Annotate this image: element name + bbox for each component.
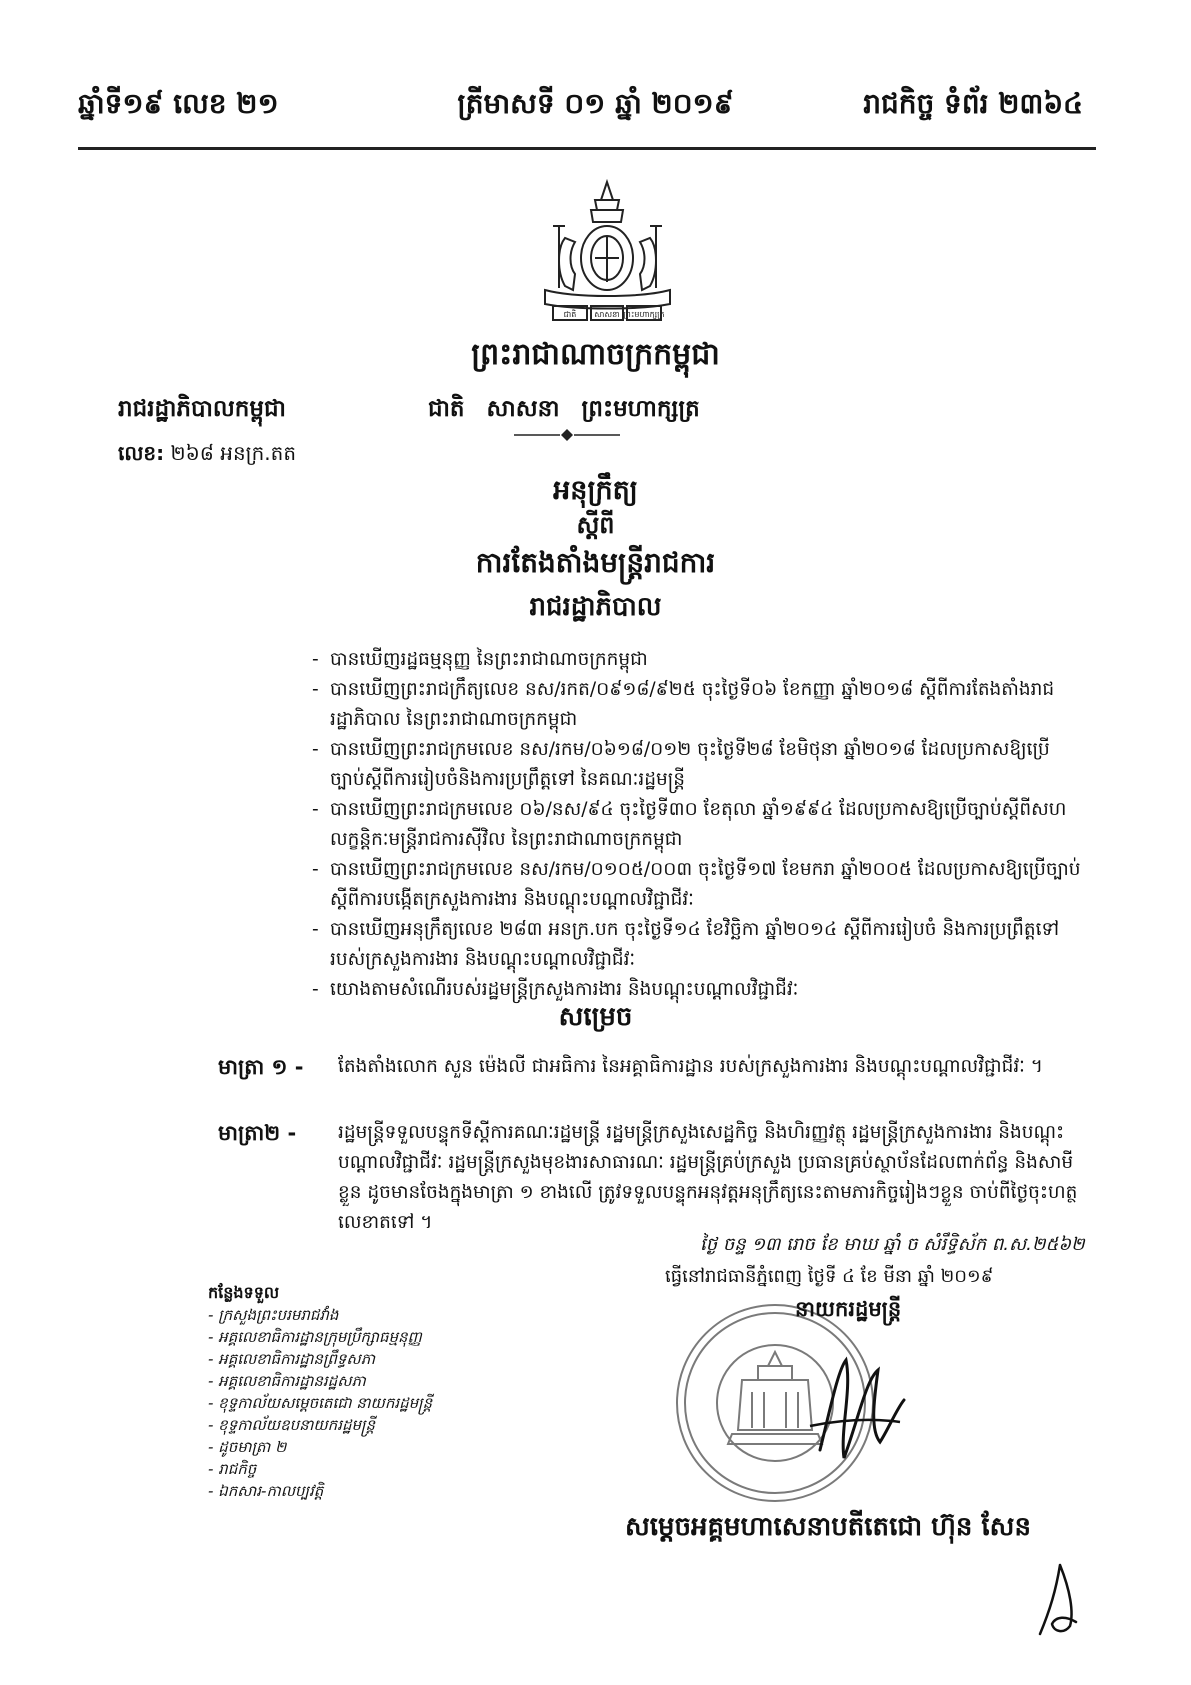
- recipient-item: - អគ្គលេខាធិការដ្ឋានព្រឹទ្ធសភា: [208, 1350, 375, 1368]
- national-motto: ជាតិ សាសនា ព្រះមហាក្សត្រ: [428, 396, 700, 422]
- recipient-item: - ក្រសួងព្រះបរមរាជវាំង: [208, 1306, 339, 1324]
- reference-number: [118, 440, 296, 470]
- prime-minister-name: សម្តេចអគ្គមហាសេនាបតីតេជោ ហ៊ុន សែន: [625, 1512, 1031, 1542]
- emblem-label-nation: ជាតិ: [563, 310, 577, 319]
- decision-heading: សម្រេច: [558, 1002, 633, 1032]
- visa-item: - បានឃើញព្រះរាជក្រមលេខ នស/រកម/០១០៥/០០៣ ចុះថ្ងៃទី១៧ ខែមករា ឆ្នាំ២០០៥ ដែលប្រកាសឱ្យប្រើច្បាប់ ស្តីពីការបង្កើតក្រសួងការងារ និងបណ្តុះបណ្តាលវិជ្ជាជីវៈ: [312, 855, 1084, 915]
- visa-item: - បានឃើញព្រះរាជក្រមលេខ ០៦/នស/៩៤ ចុះថ្ងៃទី៣០ ខែតុលា ឆ្នាំ១៩៩៤ ដែលប្រកាសឱ្យប្រើច្បាប់ស្តីពីសហលក្ខន្តិកៈមន្ត្រីរាជការស៊ីវិល នៃព្រះរាជាណាចក្រកម្ពុជា: [312, 795, 1084, 855]
- recipients-heading: កន្លែងទទួល: [208, 1283, 280, 1302]
- gazette-year-issue: ឆ្នាំទី១៩ លេខ ២១: [78, 87, 279, 120]
- initial-signature: [1030, 1560, 1090, 1640]
- visa-item: - យោងតាមសំណើរបស់រដ្ឋមន្ត្រីក្រសួងការងារ និងបណ្តុះបណ្តាលវិជ្ជាជីវៈ: [312, 975, 1084, 1005]
- ornament-divider-icon: [512, 428, 622, 442]
- article-label: មាត្រា២ -: [218, 1121, 297, 1145]
- emblem-label-religion: សាសនា: [594, 310, 620, 319]
- visa-item: - បានឃើញព្រះរាជក្រមលេខ នស/រកម/០៦១៨/០១២ ចុះថ្ងៃទី២៨ ខែមិថុនា ឆ្នាំ២០១៨ ដែលប្រកាសឱ្យប្រើច្បាប់ស្តីពីការរៀបចំនិងការប្រព្រឹត្តទៅ នៃគណៈរដ្ឋមន្ត្រី: [312, 735, 1084, 795]
- document-about: ស្តីពី: [576, 511, 615, 539]
- royal-coat-of-arms-emblem: [535, 178, 680, 328]
- document-subject: ការតែងតាំងមន្ត្រីរាជការ: [475, 546, 716, 579]
- lunar-date: ថ្ងៃ ចន្ទ ១៣ រោច ខែ មាឃ ឆ្នាំ ច សំរឹទ្ធិស័ក ព.ស.២៥៦២: [700, 1234, 1085, 1255]
- recipient-item: - រាជកិច្ច: [208, 1460, 257, 1478]
- emblem-label-king: ព្រះមហាក្សត្រ: [623, 310, 665, 319]
- document-type: អនុក្រឹត្យ: [553, 475, 638, 506]
- government-name: រាជរដ្ឋាភិបាលកម្ពុជា: [118, 396, 286, 422]
- visa-item: - បានឃើញព្រះរាជក្រឹត្យលេខ នស/រកត/០៩១៨/៩២៥ ចុះថ្ងៃទី០៦ ខែកញ្ញា ឆ្នាំ២០១៨ ស្តីពីការតែងតាំងរាជរដ្ឋាភិបាល នៃព្រះរាជាណាចក្រកម្ពុជា: [312, 675, 1084, 735]
- recipient-item: - ខុទ្ទកាល័យសម្តេចតេជោ នាយករដ្ឋមន្ត្រី: [208, 1394, 433, 1412]
- article-text: រដ្ឋមន្ត្រីទទួលបន្ទុកទីស្តីការគណៈរដ្ឋមន្ត្រី រដ្ឋមន្ត្រីក្រសួងសេដ្ឋកិច្ច និងហិរញ្ញវត្ថុ រដ្ឋមន្ត្រីក្រសួងការងារ និងបណ្តុះបណ្តាលវិជ្ជាជីវៈ រដ្ឋមន្ត្រីក្រសួងមុខងារសាធារណៈ រដ្ឋមន្ត្រីគ្រប់ក្រសួង ប្រធានគ្រប់ស្ថាប័នដែលពាក់ព័ន្ធ និងសាមីខ្លួន ដូចមានចែងក្នុងមាត្រា ១ ខាងលើ ត្រូវទទួលបន្ទុកអនុវត្តអនុក្រឹត្យនេះតាមភារកិច្ចរៀងៗខ្លួន ចាប់ពីថ្ងៃចុះហត្ថលេខាតទៅ ។: [338, 1122, 1078, 1233]
- gazette-page-number: រាជកិច្ច ទំព័រ ២៣៦៤: [863, 87, 1083, 120]
- handwritten-signature: [800, 1330, 910, 1470]
- solar-date: ធ្វើនៅរាជធានីភ្នំពេញ ថ្ងៃទី ៤ ខែ មីនា ឆ្នាំ ២០១៩: [665, 1266, 994, 1287]
- article-2: [218, 1118, 1088, 1238]
- recipient-item: - ដូចមាត្រា ២: [208, 1438, 287, 1456]
- kingdom-title: ព្រះរាជាណាចក្រកម្ពុជា: [471, 337, 720, 372]
- visa-item: - បានឃើញរដ្ឋធម្មនុញ្ញ នៃព្រះរាជាណាចក្រកម្ពុជា: [312, 645, 1084, 675]
- recipient-item: - ឯកសារ-កាលប្បវត្តិ: [208, 1482, 324, 1500]
- reference-value: ២៦៨ អនក្រ.តត: [170, 441, 297, 465]
- reference-label: លេខ:: [118, 441, 165, 465]
- article-text: តែងតាំងលោក សួន ម៉េងលី ជាអធិការ នៃអគ្គាធិការដ្ឋាន របស់ក្រសួងការងារ និងបណ្តុះបណ្តាលវិជ្ជាជីវៈ ។: [338, 1056, 1043, 1077]
- article-1: [218, 1052, 1088, 1082]
- gazette-quarter: ត្រីមាសទី ០១ ឆ្នាំ ២០១៩: [457, 87, 734, 120]
- visa-item: - បានឃើញអនុក្រឹត្យលេខ ២៨៣ អនក្រ.បក ចុះថ្ងៃទី១៤ ខែវិច្ឆិកា ឆ្នាំ២០១៤ ស្តីពីការរៀបចំ និងការប្រព្រឹត្តទៅរបស់ក្រសួងការងារ និងបណ្តុះបណ្តាលវិជ្ជាជីវៈ: [312, 915, 1084, 975]
- visa-list: [312, 645, 1084, 1005]
- prime-minister-title: នាយករដ្ឋមន្ត្រី: [795, 1297, 902, 1321]
- header-rule: [78, 147, 1096, 150]
- recipient-item: - ខុទ្ទកាល័យឧបនាយករដ្ឋមន្ត្រី: [208, 1416, 375, 1434]
- recipients-list: [208, 1282, 432, 1502]
- recipient-item: - អគ្គលេខាធិការដ្ឋានរដ្ឋសភា: [208, 1372, 366, 1390]
- article-label: មាត្រា ១ -: [218, 1055, 304, 1079]
- recipient-item: - អគ្គលេខាធិការដ្ឋានក្រុមប្រឹក្សាធម្មនុញ្ញ: [208, 1328, 422, 1346]
- document-issuer: រាជរដ្ឋាភិបាល: [529, 592, 662, 622]
